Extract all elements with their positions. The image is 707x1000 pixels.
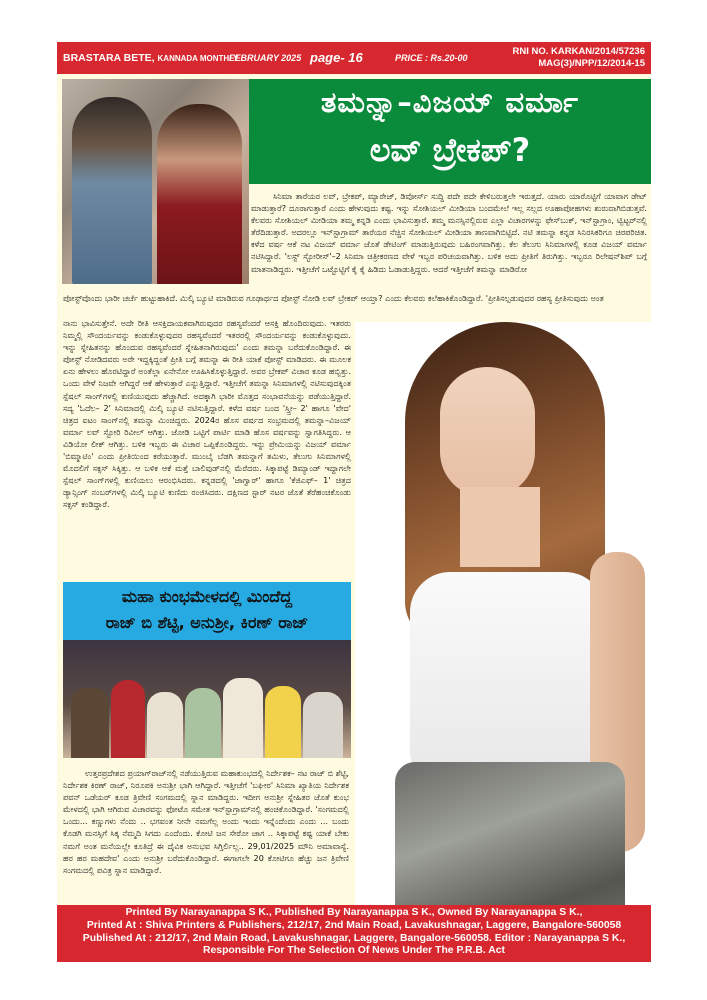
imprint-line-4: Responsible For The Selection Of News Under The P.R.B. Act: [203, 945, 505, 957]
headline-line-1: ತಮನ್ನಾ–ವಿಜಯ್ ವರ್ಮಾ: [321, 85, 579, 119]
newspaper-page: [57, 42, 651, 960]
publication-subtitle: KANNADA MONTHLY: [157, 54, 239, 63]
couple-photo-woman: [157, 104, 242, 284]
couple-photo: [62, 79, 249, 284]
second-headline-line-1: ಮಹಾ ಕುಂಭಮೇಳದಲ್ಲಿ ಮಿಂದೆದ್ದ: [121, 587, 293, 606]
portrait-neck: [460, 487, 540, 567]
group-person: [223, 678, 263, 758]
printer-imprint: [57, 905, 651, 962]
portrait-white-corset: [410, 572, 605, 782]
rni-number: RNI NO. KARKAN/2014/57236: [512, 46, 645, 57]
portrait-face: [440, 367, 535, 497]
second-article-text: ಉತ್ತರಪ್ರದೇಶದ ಪ್ರಯಾಗ್‌ರಾಜ್‌ನಲ್ಲಿ ನಡೆಯುತ್ತಿರುವ ಮಹಾಕುಂಭದಲ್ಲಿ ನಿರ್ದೇಶಕ– ನಟ ರಾಜ್ ಬಿ ಶೆಟ್ಟಿ, ನಿರ್ದೇಶಕ ಕಿರಣ್ ರಾಜ್, ನಿರೂಪಕಿ ಅನುಶ್ರೀ ಭಾಗಿ ಆಗಿದ್ದಾರೆ. ಇತ್ತೀಚೆಗೆ 'ಬಘೀರ' ಸಿನಿಮಾ ಖ್ಯಾತಿಯ ನಿರ್ದೇಶಕ ಪವನ್ ಒಡೆಯರ್ ಕೂಡ ತ್ರಿವೇಣಿ ಸಂಗಮದಲ್ಲಿ ಸ್ನಾನ ಮಾಡಿದ್ದರು. ಇದೀಗ ಅನುಶ್ರೀ ಸ್ನೇಹಿತರ ಜೊತೆ ಕುಂಭ ಮೇಳದಲ್ಲಿ ಭಾಗಿ ಆಗಿರುವ ವಿಚಾರವನ್ನು ಫೋಟೊ ಸಮೇತ ಇನ್‌ಸ್ಟಾಗ್ರಾಮ್‌ನಲ್ಲಿ ಹಂಚಿಕೊಂಡಿದ್ದಾರೆ. 'ಸಂಗಮದಲ್ಲಿ ಒಂದು... ಕಣ್ಣುಗಳು ನೆಂದು .. ಭಗವಂತ ನೀನೇ ನಮಗೆಲ್ಲ ಅಂದು ಇಂದು ಇನ್ನೆಂದೆಂದು ಎಂದು ... ಬಂದು ಕೊಡಗಿ ಮನಸ್ಸಿಗೆ ಸಿಕ್ಕ ನೆಮ್ಮದಿ ಸಿಗದು ಎಂದೆಂದು. ಕೋಟಿ ಜನ ಸೇರೋ ಜಾಗ .. ಸಿಕ್ಕಾಪಟ್ಟೆ ಕಷ್ಟ ಯಾಕೆ ಬೇಕು ನಮಗೆ ಅಂತ ಮನೆಯಲ್ಲೇ ಕೂತಿದ್ರೆ ಈ ದೈವಿಕ ಅನುಭವ ಸಿಗ್ತಿರ್ಲಿಲ್ಲ.. 29,01/2025 ಮೌನಿ ಅಮಾವಾಸ್ಯೆ. ಹರ ಹರ ಮಹದೇವ' ಎಂದು ಅನುಶ್ರೀ ಬರೆದುಕೊಂಡಿದ್ದಾರೆ. ಈಗಾಗಲೇ 20 ಕೋಟಿಗೂ ಹೆಚ್ಚು ಜನ ತ್ರಿವೇಣಿ ಸಂಗಮದಲ್ಲಿ ಪವಿತ್ರ ಸ್ನಾನ ಮಾಡಿದ್ದಾರೆ.: [63, 768, 349, 875]
second-article-headline: [63, 582, 351, 640]
group-person: [265, 686, 301, 758]
group-person: [185, 688, 221, 758]
masthead-bar: [57, 42, 651, 74]
group-person: [71, 688, 109, 758]
headline-line-2: ಲವ್ ಬ್ರೇಕಪ್?: [369, 131, 531, 169]
issue-price: PRICE : Rs.20-00: [395, 53, 468, 63]
issue-month: FEBRUARY 2025: [229, 53, 302, 63]
group-person: [147, 692, 183, 758]
kumbh-mela-group-photo: [63, 640, 351, 758]
imprint-line-1: Printed By Narayanappa S K., Published By Narayanappa S K., Owned By Narayanappa S K.,: [125, 907, 583, 918]
article-left-column: ನಾನು ಭಾವಿಸುತ್ತೇನೆ. ಅದೇ ರೀತಿ ಆಸಕ್ತಿದಾಯಕವಾಗಿರುವುದರ ರಹಸ್ಯವೆಂದರೆ ಆಸಕ್ತಿ ಹೊಂದಿರುವುದು. ಇತರರು ನಿಮ್ಮಲ್ಲಿ ಸೌಂದರ್ಯವನ್ನು ಕಂಡುಕೊಳ್ಳುವುದರ ರಹಸ್ಯವೆಂದರೆ ಇತರರಲ್ಲಿ ಸೌಂದರ್ಯವನ್ನು ಕಂಡುಕೊಳ್ಳುವುದು. ಇನ್ನು ಸ್ನೇಹಿತನನ್ನು ಹೊಂದುವ ರಹಸ್ಯವೆಂದರೆ ಸ್ನೇಹಿತನಾಗಿರುವುದು' ಎಂದು ತಮನ್ನಾ ಬರೆದುಕೊಂಡಿದ್ದಾರೆ. ಈ ಪೋಸ್ಟ್ ನೋಡಿದವರು ಅರೇ ಇದ್ದಕ್ಕಿದ್ದಂತೆ ಪ್ರೀತಿ ಬಗ್ಗೆ ತಮನ್ನಾ ಈ ರೀತಿ ಯಾಕೆ ಪೋಸ್ಟ್ ಮಾಡಿದರು. ಈ ಮೂಲಕ ಏನು ಹೇಳಲು ಹೊರಟಿದ್ದಾರೆ ಅಂತೆಲ್ಲಾ ಏನೇನೋ ಊಹಿಸಿಕೊಳ್ಳುತ್ತಿದ್ದಾರೆ. ಅವರ ಬ್ರೇಕಪ್ ವಿಚಾರ ಕೂಡ ಹಬ್ಬಿತ್ತು. ಒಂದು ವೇಳೆ ನಿಜವೇ ಆಗಿದ್ದರೆ ಆಕೆ ಹೇಳುತ್ತಾರೆ ಎನ್ನುತ್ತಿದ್ದಾರೆ. ಇತ್ತೀಚೆಗೆ ತಮನ್ನಾ ಸಿನಿಮಾಗಳಲ್ಲಿ ನಟಿಸುವುದಕ್ಕಿಂತ ಸ್ಪೆಷಲ್ ಸಾಂಗ್‌ಗಳಲ್ಲಿ ಕುಣಿಯುವುದು ಹೆಚ್ಚಾಗಿದೆ. ಅದಕ್ಕಾಗಿ ಭಾರೀ ಮೊತ್ತದ ಸಂಭಾವನೆಯನ್ನು ಪಡೆಯುತ್ತಿದ್ದಾರೆ. ಸದ್ಯ 'ಓದೆಲ– 2' ಸಿನಿಮಾದಲ್ಲಿ ಮಿಲ್ಕಿ ಬ್ಯೂಟಿ ನಟಿಸುತ್ತಿದ್ದಾರೆ. ಕಳೆದ ವರ್ಷ ಬಂದ 'ಸ್ತ್ರೀ– 2' ಹಾಗೂ 'ವೇದ' ಚಿತ್ರದ ಐಟಂ ಸಾಂಗ್‌ನಲ್ಲಿ ತಮನ್ನಾ ಮಿಂಚಿದ್ದರು. 2024ರ ಹೊಸ ವರ್ಷದ ಸಂಭ್ರಮದಲ್ಲಿ ತಮನ್ನಾ–ವಿಜಯ್ ವರ್ಮಾ ಲವ್ ಸ್ಟೋರಿ ರಿವೀಲ್ ಆಗಿತ್ತು. ಜೋಡಿ ಒಟ್ಟಿಗೆ ಪಾರ್ಟಿ ಮಾಡಿ ಹೊಸ ವರ್ಷವನ್ನು ಸ್ವಾಗತಿಸಿದ್ದರು. ಆ ವಿಡಿಯೋ ಲೀಕ್ ಆಗಿತ್ತು. ಬಳಿಕ ಇಬ್ಬರು ಈ ವಿಚಾರ ಒಪ್ಪಿಕೊಂಡಿದ್ದರು. ಇನ್ನು ಪ್ರೇಮಿಯನ್ನು ವಿಜಯ್ ವರ್ಮಾ 'ಬಿಮ್ಮಾಟಿಂ' ಎಂದು ಪ್ರೀತಿಯಿಂದ ಕರೆಯುತ್ತಾರೆ. ಮುಂಬೈ ಬೆಡಗಿ ತಮನ್ನಾಗೆ ತಮಿಳು, ತೆಲುಗು ಸಿನಿಮಾಗಳಲ್ಲಿ ಮೊದಲಿಗೆ ಸಕ್ಸಸ್ ಸಿಕ್ಕಿತ್ತು. ಆ ಬಳಿಕ ಆಕೆ ಮತ್ತೆ ಬಾಲಿವುಡ್‌ನಲ್ಲಿ ಮೆರೆದರು. ಸಿಕ್ಕಾಪಟ್ಟೆ ಡಿಮ್ಯಾಂಡ್ ಇದ್ದಾಗಲೇ ಸ್ಪೆಷಲ್ ಸಾಂಗ್‌ಗಳಲ್ಲಿ ಕುಣಿಯಲು ಆರಂಭಿಸಿದರು. ಕನ್ನಡದಲ್ಲಿ 'ಜಾಗ್ವಾರ್' ಹಾಗೂ 'ಕೆಜಿಎಫ್– 1' ಚಿತ್ರದ ಡ್ಯಾನ್ಸಿಂಗ್ ನಂಬರ್‌ಗಳಲ್ಲಿ ಮಿಲ್ಕಿ ಬ್ಯೂಟಿ ಕುಣಿದು ರಂಜಿಸಿದರು. ದಕ್ಷಿಣದ ಸ್ಟಾರ್ ನಟರ ಜೊತೆ ತೆರೆಹಂಚಿಕೊಂಡು ಸಕ್ಸಸ್ ಕಂಡಿದ್ದಾರೆ.: [63, 318, 351, 510]
article-headline: [249, 79, 651, 184]
imprint-line-3: Published At : 212/17, 2nd Main Road, Lavakushnagar, Laggere, Bangalore-560058. Editor : Narayanappa S K.,: [82, 932, 626, 944]
couple-photo-man: [72, 97, 152, 284]
second-headline-line-2: ರಾಜ್ ಬಿ ಶೆಟ್ಟಿ, ಅನುಶ್ರೀ, ಕಿರಣ್ ರಾಜ್: [105, 613, 309, 632]
postal-registration: MAG(3)/NPP/12/2014-15: [538, 58, 645, 69]
article-fullwidth-text: ಪೋಸ್ಟ್‌ವೊಂದು ಭಾರೀ ಚರ್ಚೆ ಹುಟ್ಟುಹಾಕಿದೆ. ಮಿಲ್ಕಿ ಬ್ಯೂಟಿ ಮಾಡಿರುವ ಗೂಢಾರ್ಥದ ಪೋಸ್ಟ್ ನೋಡಿ ಲವ್ ಬ್ರೇಕಪ್ ಆಯ್ತಾ? ಎಂದು ಕೆಲವರು ಕಲೆಹಾಕಿಕೊಂಡಿದ್ದಾರೆ. 'ಪ್ರೀತಿಸಲ್ಪಡುವುದರ ರಹಸ್ಯ ಪ್ರೀತಿಸುವುದು ಅಂತ: [63, 293, 604, 303]
page-number: page- 16: [310, 50, 363, 65]
actress-portrait-photo: [355, 322, 651, 960]
imprint-line-2: Printed At : Shiva Printers & Publishers, 212/17, 2nd Main Road, Lavakushnagar, Laggere, Bangalore-560058: [86, 919, 622, 931]
publication-name: BRASTARA BETE, KANNADA MONTHLY: [63, 52, 239, 64]
group-person: [303, 692, 343, 758]
group-person: [111, 680, 145, 758]
registration-numbers: [512, 46, 645, 70]
article-intro-text: ಸಿನಿಮಾ ತಾರೆಯರ ಲವ್, ಬ್ರೇಕಪ್, ಮ್ಯಾರೇಜ್, ಡಿವೋರ್ಸ್ ಸುದ್ದಿ ಪದೇ ಪದೇ ಕೇಳಿಬರುತ್ತಲೇ ಇರುತ್ತದೆ. ಯಾರು ಯಾರೊಟ್ಟಿಗೆ ಯಾವಾಗ ಡೇಟ್ ಮಾಡುತ್ತಾರೆ? ದೂರಾಗುತ್ತಾರೆ ಎಂದು ಹೇಳುವುದು ಕಷ್ಟ. ಇನ್ನು ಸೋಶಿಯಲ್ ಮೀಡಿಯಾ ಬಂದಮೇಲೆ ಇಲ್ಲ ಸಲ್ಲದ ಊಹಾಪೋಹಗಳು ಶುರುವಾಗಿಬಿಡುತ್ತವೆ. ಕೆಲವರು ಸೋಶಿಯಲ್ ಮೀಡಿಯಾ ತಮ್ಮ ಕನ್ನಡಿ ಎಂದು ಭಾವಿಸುತ್ತಾರೆ. ತಮ್ಮ ಮನಸ್ಸಿನಲ್ಲಿರುವ ಎಲ್ಲಾ ವಿಚಾರಗಳನ್ನು ಫೇಸ್‌ಬುಕ್, ಇನ್‌ಸ್ಟಾಗ್ರಾಂ, ಟ್ವಿಟ್ಟರ್‌ನಲ್ಲಿ ತೆರೆದಿಡುತ್ತಾರೆ. ಅದರಲ್ಲೂ ಇನ್‌ಸ್ಟಾಗ್ರಾಮ್ ತಾರೆಯರ ನೆಚ್ಚಿನ ಸೋಶಿಯಲ್ ಮೀಡಿಯಾ ತಾಣವಾಗಿಬಿಟ್ಟಿದೆ. ನಟಿ ತಮನ್ನಾ ಕನ್ನಡ ಸಿನಿರಸಿಕರಿಗೂ ಚಿರಪರಿಚಿತ. ಕಳೆದ ವರ್ಷ ಆಕೆ ನಟ ವಿಜಯ್ ವರ್ಮಾ ಜೊತೆ ಡೇಟಿಂಗ್ ಮಾಡುತ್ತಿರುವುದು ಬಹಿರಂಗವಾಗಿತ್ತು. ಕೆಲ ತೆಲುಗು ಸಿನಿಮಾಗಳಲ್ಲಿ ಕೂಡ ವಿಜಯ್ ವರ್ಮಾ ನಟಿಸಿದ್ದಾರೆ. 'ಲಸ್ಟ್ ಸ್ಟೋರೀಸ್'–2 ಸಿನಿಮಾ ಚಿತ್ರೀಕರಣದ ವೇಳೆ ಇಬ್ಬರ ಪರಿಚಯವಾಗಿತ್ತು. ಬಳಿಕ ಅದು ಪ್ರೀತಿಗೆ ತಿರುಗಿತ್ತು. ಇಬ್ಬರೂ ರಿಲೇಷನ್‌ಶಿಪ್ ಬಗ್ಗೆ ಮಾತನಾಡಿದ್ದರು. ಇತ್ತೀಚೆಗೆ ಒಟ್ಟೊಟ್ಟಿಗೆ ಕೈ ಕೈ ಹಿಡಿದು ಓಡಾಡುತ್ತಿದ್ದರು. ಆದರೆ ಇತ್ತೀಚೆಗೆ ತಮನ್ನಾ ಮಾಡಿರೋ: [251, 191, 647, 274]
